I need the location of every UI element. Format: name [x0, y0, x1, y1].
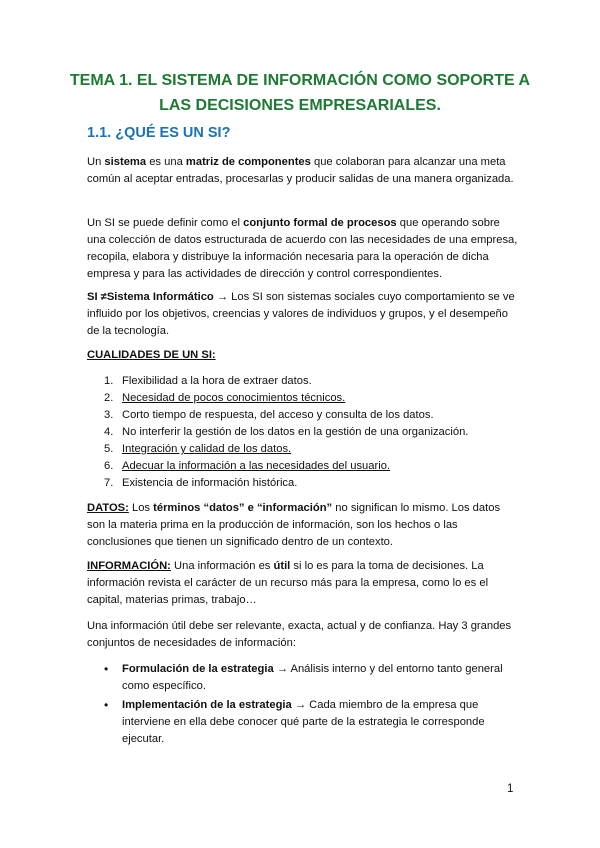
list-number: 5. [104, 443, 114, 455]
text-run: es una [146, 156, 186, 168]
text-run: Un SI se puede definir como el [87, 217, 244, 229]
paragraph-si-vs-informatico [87, 289, 519, 340]
informacion-label: INFORMACIÓN: [87, 560, 171, 572]
page-number: 1 [507, 783, 514, 795]
list-number: 1. [104, 375, 114, 387]
bullet-item [87, 697, 519, 748]
cualidades-heading: CUALIDADES DE UN SI: [87, 349, 216, 361]
bullet-icon: • [104, 662, 109, 676]
cualidades-list [87, 373, 519, 492]
list-item [87, 373, 519, 390]
text-run: no significan lo mismo. Los datos son la materia prima en la producción de información, son los hechos o las conclusiones que tienen un significado dentro de un contexto. [87, 502, 501, 548]
text-run: que operando sobre una colección de datos estructurada de acuerdo con las necesidades de una empresa, recopila, elabora y distribuye la información necesaria para la operación de dicha empresa y para las actividades de dirección y control correspondientes. [87, 217, 518, 280]
bold-term: matriz de componentes [185, 156, 311, 168]
list-text: Corto tiempo de respuesta, del acceso y consulta de los datos. [122, 409, 434, 421]
bullet-text: → Análisis interno y del entorno tanto general como específico. [122, 663, 503, 692]
paragraph-definicion-si [87, 215, 519, 283]
bold-term: sistema [104, 156, 147, 168]
list-number: 3. [104, 409, 114, 421]
paragraph-informacion-util: Una información útil debe ser relevante, exacta, actual y de confianza. Hay 3 grandes conjuntos de necesidades de información: [87, 620, 512, 649]
list-item [87, 390, 519, 407]
paragraph-informacion [87, 558, 519, 609]
bold-term: útil [273, 560, 291, 572]
bullet-text: → Cada miembro de la empresa que interviene en ella debe conocer qué parte de la estrategia le corresponde ejecutar. [122, 699, 485, 745]
bold-term: Implementación de la estrategia [122, 699, 292, 711]
list-number: 4. [104, 426, 114, 438]
list-number: 2. [104, 392, 114, 404]
bold-term: SI ≠Sistema Informático [87, 291, 214, 303]
list-text: Flexibilidad a la hora de extraer datos. [122, 375, 312, 387]
list-item [87, 407, 519, 424]
list-number: 6. [104, 460, 114, 472]
list-text: Integración y calidad de los datos. [122, 443, 292, 455]
datos-label: DATOS: [87, 502, 129, 514]
list-text: No interferir la gestión de los datos en la gestión de una organización. [122, 426, 469, 438]
document-title [60, 68, 540, 118]
text-run: Una información es [170, 560, 274, 572]
section-heading: 1.1. ¿QUÉ ES UN SI? [87, 125, 231, 141]
bold-term: conjunto formal de procesos [243, 217, 397, 229]
list-number: 7. [104, 477, 114, 489]
text-run: → Los SI son sistemas sociales cuyo comportamiento se ve influido por los objetivos, creencias y valores de individuos y grupos, y el desempeño de la tecnología. [87, 291, 515, 337]
necesidades-list [87, 661, 519, 750]
text-run: Un [87, 156, 105, 168]
list-item [87, 441, 519, 458]
bullet-item [87, 661, 519, 695]
text-run: si lo es para la toma de decisiones. La información revista el carácter de un recurso más para la empresa, como lo es el capital, materias primas, trabajo… [87, 560, 489, 606]
list-item [87, 458, 519, 475]
list-text: Necesidad de pocos conocimientos técnicos. [122, 392, 346, 404]
text-run: Los [128, 502, 154, 514]
title-line-2: LAS DECISIONES EMPRESARIALES. [159, 97, 441, 114]
bold-term: Formulación de la estrategia [122, 663, 274, 675]
list-item [87, 424, 519, 441]
paragraph-sistema [87, 154, 519, 188]
bullet-icon: • [104, 698, 109, 712]
list-text: Existencia de información histórica. [122, 477, 298, 489]
bold-term: términos “datos” e “información” [153, 502, 333, 514]
text-run: que colaboran para alcanzar una meta común al aceptar entradas, procesarlas y producir salidas de una manera organizada. [87, 156, 514, 185]
list-text: Adecuar la información a las necesidades del usuario. [122, 460, 391, 472]
title-line-1: TEMA 1. EL SISTEMA DE INFORMACIÓN COMO SOPORTE A [69, 72, 531, 89]
paragraph-datos [87, 500, 519, 551]
list-item [87, 475, 519, 492]
